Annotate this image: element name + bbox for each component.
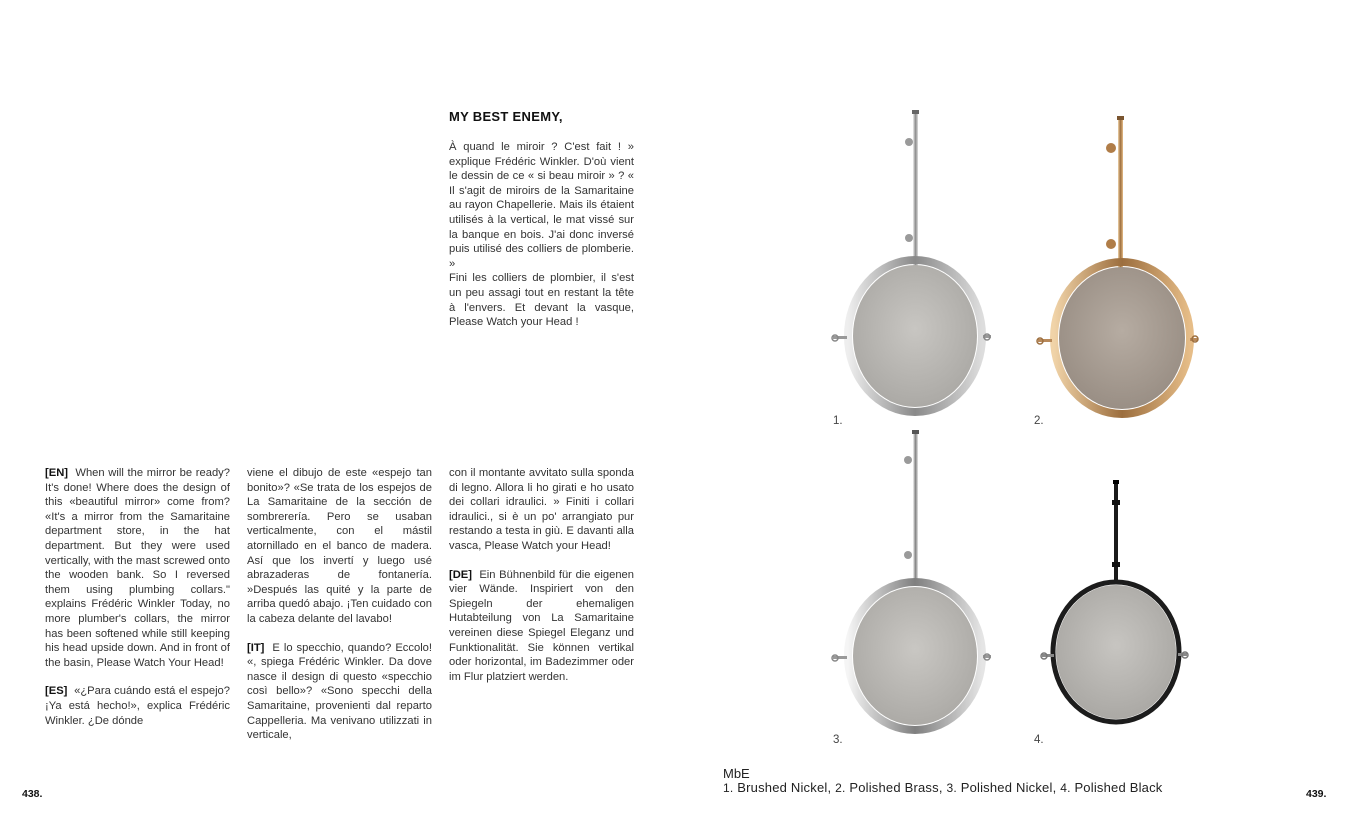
paragraph-it: [247, 641, 432, 743]
lang-tag-en: [EN]: [45, 467, 68, 479]
product-number-4: 4.: [1034, 734, 1044, 746]
product-number-3: 3.: [833, 734, 843, 746]
mirror-image-polished-black: [1030, 480, 1210, 740]
intro-paragraph-2: Fini les colliers de plombier, il s'est un peu assagi tout en restant la tête à l'envers. Et devant la vasque, Please Watch your Head !: [449, 272, 634, 329]
text-it: E lo specchio, quando? Eccolo! «, spiega Frédéric Winkler. Da dove nasce il design di questo «specchio così bello»? «Sono specchi della Samaritaine, provenienti dal reparto Cappelleria. Ma venivano utilizzati in verticale,: [247, 641, 433, 742]
text-column-1: [45, 466, 230, 742]
lang-tag-de: [DE]: [449, 568, 472, 581]
mirror-image-brushed-nickel: [825, 110, 1005, 420]
paragraph-it-continued: [449, 466, 634, 554]
text-de: Ein Bühnenbild für die eigenen vier Wände. Inspiriert von den Spiegeln der ehemaligen Hutabteilung von La Samaritaine vereinen diese Spiegel Eleganz und Funktionalität. Sie können vertikal oder horizontal, im Badezimmer oder im Flur platziert werden.: [449, 568, 634, 683]
finish-number-3: 3.: [946, 781, 957, 795]
lang-tag-es: [ES]: [45, 685, 68, 698]
finish-list: [723, 780, 1163, 795]
product-number-2: 2.: [1034, 415, 1044, 427]
finish-sep-3: ,: [1052, 780, 1057, 795]
finish-name-2: Polished Brass: [849, 780, 939, 795]
brand-name: MbE: [723, 766, 750, 781]
product-number-1: 1.: [833, 415, 843, 427]
paragraph-de: [449, 568, 634, 685]
page-number-right: 439.: [1306, 788, 1327, 800]
text-it-continued: con il montante avvitato sulla sponda di legno. Allora li ho girati e ho usato dei collari idraulici. » Finiti i collari idraulici., si è un po' arrangiato pur restando a testa in giù. E davanti alla vasca, Please Watch your Head!: [449, 467, 634, 552]
text-column-3: [449, 466, 634, 698]
lang-tag-it: [IT]: [247, 641, 265, 654]
finish-number-1: 1.: [723, 781, 734, 795]
text-es-continued: viene el dibujo de este «espejo tan bonito»? «Se trata de los espejos de La Samaritaine de la sección de sombrerería. Pero se usaban verticalmente, con el mástil atornillado en el banco de madera. Así que los invertí y luego usé abrazaderas de fontanería. »Después las quité y la parte de arriba quedó abajo. ¡Ten cuidado con la cabeza delante del lavabo!: [247, 467, 432, 625]
page-number-left: 438.: [22, 788, 43, 800]
mirror-image-polished-nickel: [825, 430, 1005, 740]
finish-sep-2: ,: [938, 780, 943, 795]
finish-sep-1: ,: [827, 780, 832, 795]
paragraph-en: [45, 466, 230, 670]
text-column-2: [247, 466, 432, 757]
paragraph-es: [45, 684, 230, 728]
finish-name-4: Polished Black: [1074, 780, 1163, 795]
finish-name-3: Polished Nickel: [960, 780, 1053, 795]
finish-name-1: Brushed Nickel: [737, 780, 828, 795]
intro-paragraph-1: À quand le miroir ? C'est fait ! » explique Frédéric Winkler. D'où vient le dessin de ce « si beau miroir » ? « Il s'agit de miroirs de la Samaritaine au rayon Chapellerie. Mais ils étaient utilisés à la vertical, le mat vissé sur la banque en bois. J'ai donc inversé puis utilisé des colliers de plomberie. »: [449, 141, 634, 270]
finish-number-4: 4.: [1060, 781, 1071, 795]
intro-text: [449, 140, 634, 330]
text-en: When will the mirror be ready? It's done! Where does the design of this «beautiful mirror» come from? «It's a mirror from the Samaritaine department store, in the hat department. But they were used vertically, with the mast screwed onto the wooden bank. So I reversed them using plumbing collars." explains Frédéric Winkler Today, no more plumber's collars, the mirror has been softened while still keeping his head upside down. And in front of the basin, Please Watch Your Head!: [45, 467, 231, 669]
finish-number-2: 2.: [835, 781, 846, 795]
article-title: MY BEST ENEMY,: [449, 109, 563, 124]
paragraph-es-continued: [247, 466, 432, 627]
text-es: «¿Para cuándo está el espejo? ¡Ya está hecho!», explica Frédéric Winkler. ¿De dónde: [45, 685, 230, 727]
mirror-image-polished-brass: [1030, 110, 1210, 420]
